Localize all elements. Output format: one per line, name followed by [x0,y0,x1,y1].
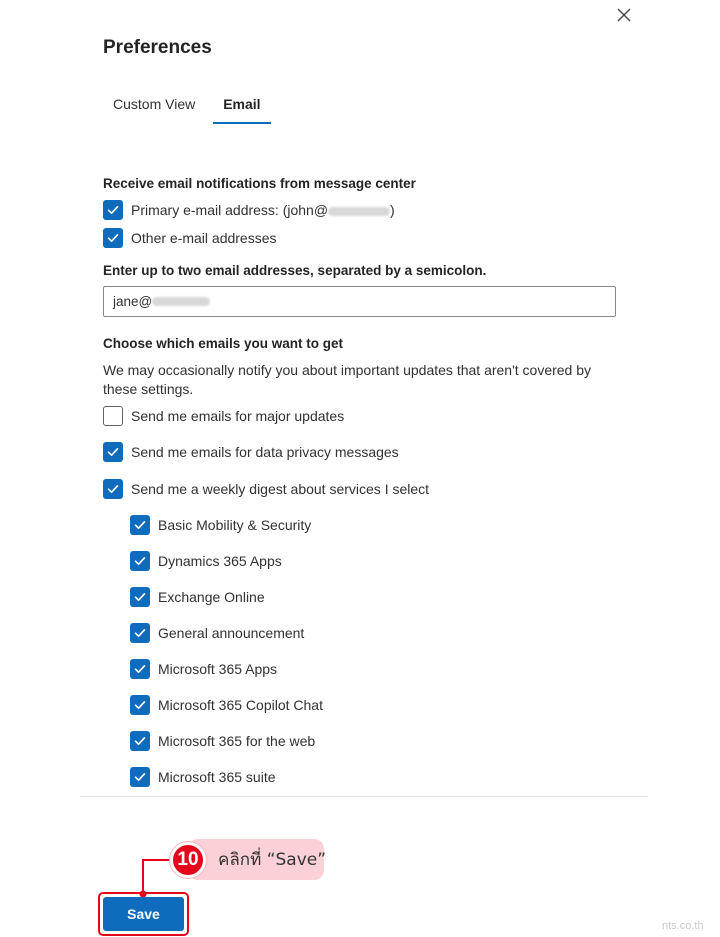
page-title: Preferences [103,37,212,58]
other-email-checkbox[interactable] [103,228,277,248]
checkbox-unchecked-icon [103,406,123,426]
service-label: Basic Mobility & Security [158,517,312,533]
checkbox-checked-icon [103,228,123,248]
checkbox-checked-icon [130,659,150,679]
checkbox-checked-icon [130,695,150,715]
service-checkbox-dynamics-365[interactable] [130,551,282,571]
emails-heading: Choose which emails you want to get [103,336,344,351]
service-label: Microsoft 365 suite [158,769,276,785]
step-callout [170,839,326,880]
checkbox-checked-icon [103,479,123,499]
notifications-heading: Receive email notifications from message center [103,176,416,191]
service-checkbox-m365-copilot-chat[interactable] [130,695,323,715]
service-checkbox-exchange-online[interactable] [130,587,265,607]
primary-email-label: Primary e-mail address: (john@ [131,202,329,218]
email-addresses-input[interactable] [103,286,616,317]
service-label: Microsoft 365 Apps [158,661,278,677]
checkbox-checked-icon [130,515,150,535]
other-email-label: Other e-mail addresses [131,230,277,246]
checkbox-checked-icon [130,731,150,751]
tab-bar [103,96,271,124]
data-privacy-checkbox[interactable] [103,442,399,462]
tab-custom-view[interactable]: Custom View [113,96,196,112]
checkbox-checked-icon [130,587,150,607]
service-checkbox-m365-suite[interactable] [130,767,276,787]
callout-text: คลิกที่ “Save” [218,850,327,870]
option-label: Send me a weekly digest about services I select [131,481,430,497]
checkbox-checked-icon [130,767,150,787]
service-checkbox-m365-web[interactable] [130,731,315,751]
option-label: Send me emails for data privacy messages [131,444,399,460]
checkbox-checked-icon [103,200,123,220]
redacted-domain [328,207,390,216]
service-checkbox-m365-apps[interactable] [130,659,277,679]
close-button[interactable] [614,5,634,25]
tab-email[interactable]: Email [213,96,270,124]
service-label: General announcement [158,625,305,641]
watermark: nts.co.th [662,920,704,932]
option-label: Send me emails for major updates [131,408,345,424]
checkbox-checked-icon [130,551,150,571]
checkbox-checked-icon [103,442,123,462]
step-number-badge: 10 [170,842,206,878]
redacted-domain [152,297,210,306]
service-label: Microsoft 365 for the web [158,733,316,749]
service-checkbox-basic-mobility[interactable] [130,515,311,535]
emails-note: We may occasionally notify you about important updates that aren't covered by these settings. [103,362,592,397]
service-checkbox-general-announcement[interactable] [130,623,304,643]
close-icon [614,5,634,25]
weekly-digest-checkbox[interactable] [103,479,429,499]
primary-email-checkbox[interactable] [103,200,395,220]
save-button[interactable]: Save [103,897,184,931]
primary-email-label-end: ) [390,202,395,218]
email-input-value: jane@ [113,294,153,309]
service-label: Exchange Online [158,589,265,605]
checkbox-checked-icon [130,623,150,643]
service-label: Microsoft 365 Copilot Chat [158,697,323,713]
footer-divider [80,796,648,797]
email-entry-heading: Enter up to two email addresses, separated by a semicolon. [103,263,487,278]
major-updates-checkbox[interactable] [103,406,344,426]
service-label: Dynamics 365 Apps [158,553,282,569]
